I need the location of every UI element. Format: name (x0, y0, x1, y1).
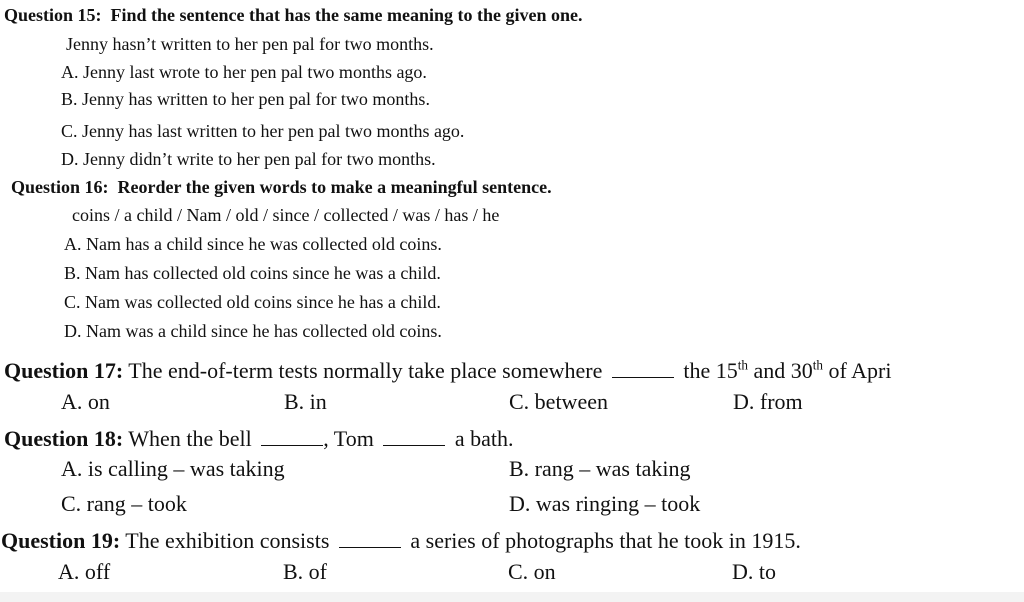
question-16-option-a[interactable]: A. Nam has a child since he was collected old coins. (64, 234, 442, 254)
question-19-option-c[interactable]: C. on (508, 559, 556, 584)
question-18-stem-part-1: When the bell (128, 426, 252, 451)
question-15-option-b[interactable]: B. Jenny has written to her pen pal for two months. (61, 89, 430, 109)
question-16-option-b[interactable]: B. Nam has collected old coins since he was a child. (64, 263, 441, 283)
question-19-option-a[interactable]: A. off (58, 559, 111, 584)
question-18-label: Question 18: (4, 426, 124, 451)
bottom-edge-strip (0, 592, 1024, 602)
question-17-option-c[interactable]: C. between (509, 389, 608, 414)
question-18-option-d[interactable]: D. was ringing – took (509, 491, 701, 516)
question-18-option-b[interactable]: B. rang – was taking (509, 456, 691, 481)
question-15-instruction: Find the sentence that has the same meaning to the given one. (110, 5, 583, 25)
question-17-option-b[interactable]: B. in (284, 389, 327, 414)
question-17-label: Question 17: (4, 358, 124, 383)
question-18-option-c[interactable]: C. rang – took (61, 491, 187, 516)
question-17-blank[interactable] (612, 355, 674, 378)
question-17-sup-1: th (737, 357, 748, 373)
question-19-label: Question 19: (1, 528, 121, 553)
question-15-option-c[interactable]: C. Jenny has last written to her pen pal two months ago. (61, 121, 465, 141)
question-15-option-a[interactable]: A. Jenny last wrote to her pen pal two months ago. (61, 62, 427, 82)
question-18-blank-2[interactable] (383, 423, 445, 446)
question-17-stem-part-2: the 15 (683, 358, 738, 383)
question-17-stem-part-4: of Apri (828, 358, 892, 383)
question-15-prompt: Jenny hasn’t written to her pen pal for two months. (66, 34, 434, 54)
question-16-prompt: coins / a child / Nam / old / since / collected / was / has / he (72, 205, 500, 225)
question-15-header (4, 6, 583, 24)
question-18-blank-1[interactable] (261, 423, 323, 446)
question-17-stem (4, 355, 891, 382)
question-18-option-a[interactable]: A. is calling – was taking (61, 456, 285, 481)
question-18-stem-part-2: , Tom (323, 426, 374, 451)
question-17-option-d[interactable]: D. from (733, 389, 803, 414)
question-19-option-d[interactable]: D. to (732, 559, 776, 584)
question-17-stem-part-1: The end-of-term tests normally take place somewhere (128, 358, 603, 383)
question-19-option-b[interactable]: B. of (283, 559, 327, 584)
question-19-stem (1, 525, 801, 552)
question-17-stem-part-3: and 30 (753, 358, 813, 383)
question-18-stem (4, 423, 513, 450)
question-19-stem-part-2: a series of photographs that he took in 1915. (410, 528, 801, 553)
question-18-stem-part-3: a bath. (454, 426, 514, 451)
question-16-option-d[interactable]: D. Nam was a child since he has collected old coins. (64, 321, 442, 341)
question-17-option-a[interactable]: A. on (61, 389, 110, 414)
question-19-blank[interactable] (339, 525, 401, 548)
question-16-label: Question 16: (11, 177, 109, 197)
question-16-header (11, 178, 552, 196)
question-15-label: Question 15: (4, 5, 102, 25)
question-17-sup-2: th (812, 357, 824, 373)
question-15-option-d[interactable]: D. Jenny didn’t write to her pen pal for two months. (61, 149, 436, 169)
question-19-stem-part-1: The exhibition consists (125, 528, 330, 553)
question-16-instruction: Reorder the given words to make a meaningful sentence. (117, 177, 552, 197)
question-16-option-c[interactable]: C. Nam was collected old coins since he has a child. (64, 292, 441, 312)
